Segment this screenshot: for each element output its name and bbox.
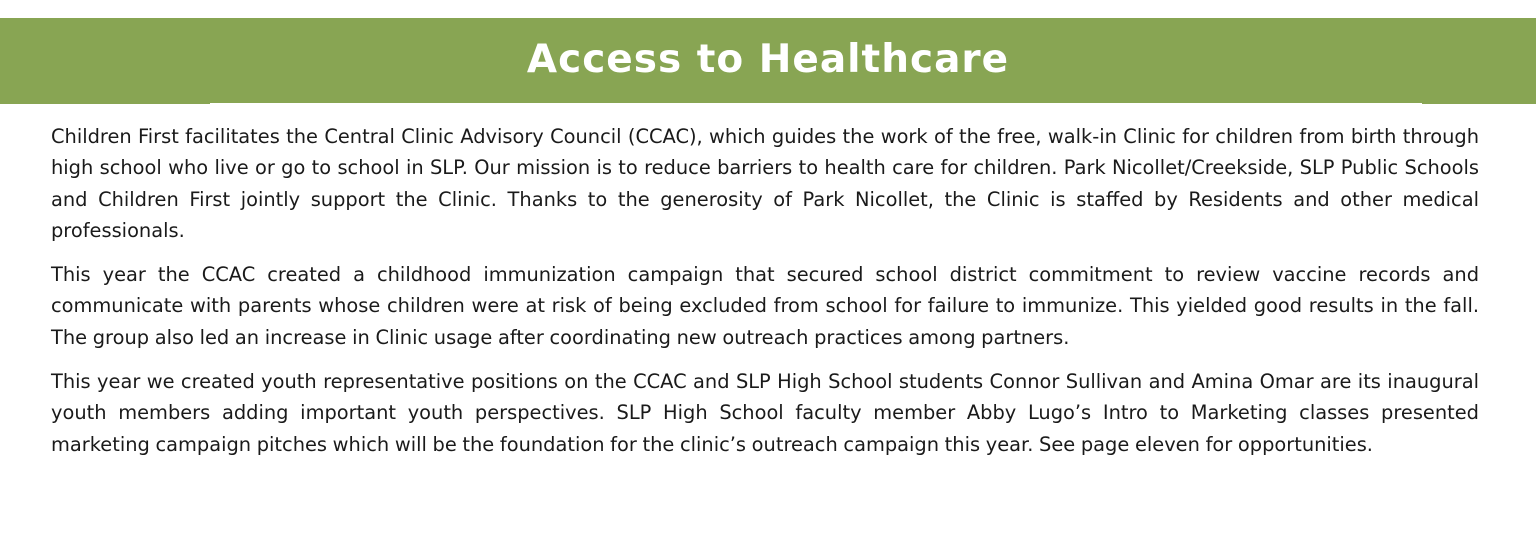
article-body [51,121,1479,473]
section-title: Access to Healthcare [526,37,1010,82]
paragraph-youth-representatives: This year we created youth representative positions on the CCAC and SLP High School students Connor Sullivan and Amina Omar are its inaugural youth members adding important youth perspectives. SLP High School faculty member Abby Lugo’s Intro to Marketing classes presented marketing campaign pitches which will be the foundation for the clinic’s outreach campaign this year. See page eleven for opportunities. [51,370,1479,456]
banner-divider [210,103,1422,106]
section-banner [0,18,1536,104]
paragraph-immunization-campaign: This year the CCAC created a childhood immunization campaign that secured school district commitment to review vaccine records and communicate with parents whose children were at risk of being excluded from school for failure to immunize. This yielded good results in the fall. The group also led an increase in Clinic usage after coordinating new outreach practices among partners. [51,263,1479,349]
paragraph-ccac-overview: Children First facilitates the Central Clinic Advisory Council (CCAC), which guides the work of the free, walk-in Clinic for children from birth through high school who live or go to school in SLP. Our mission is to reduce barriers to health care for children. Park Nicollet/Creekside, SLP Public Schools and Children First jointly support the Clinic. Thanks to the generosity of Park Nicollet, the Clinic is staffed by Residents and other medical professionals. [51,125,1479,242]
